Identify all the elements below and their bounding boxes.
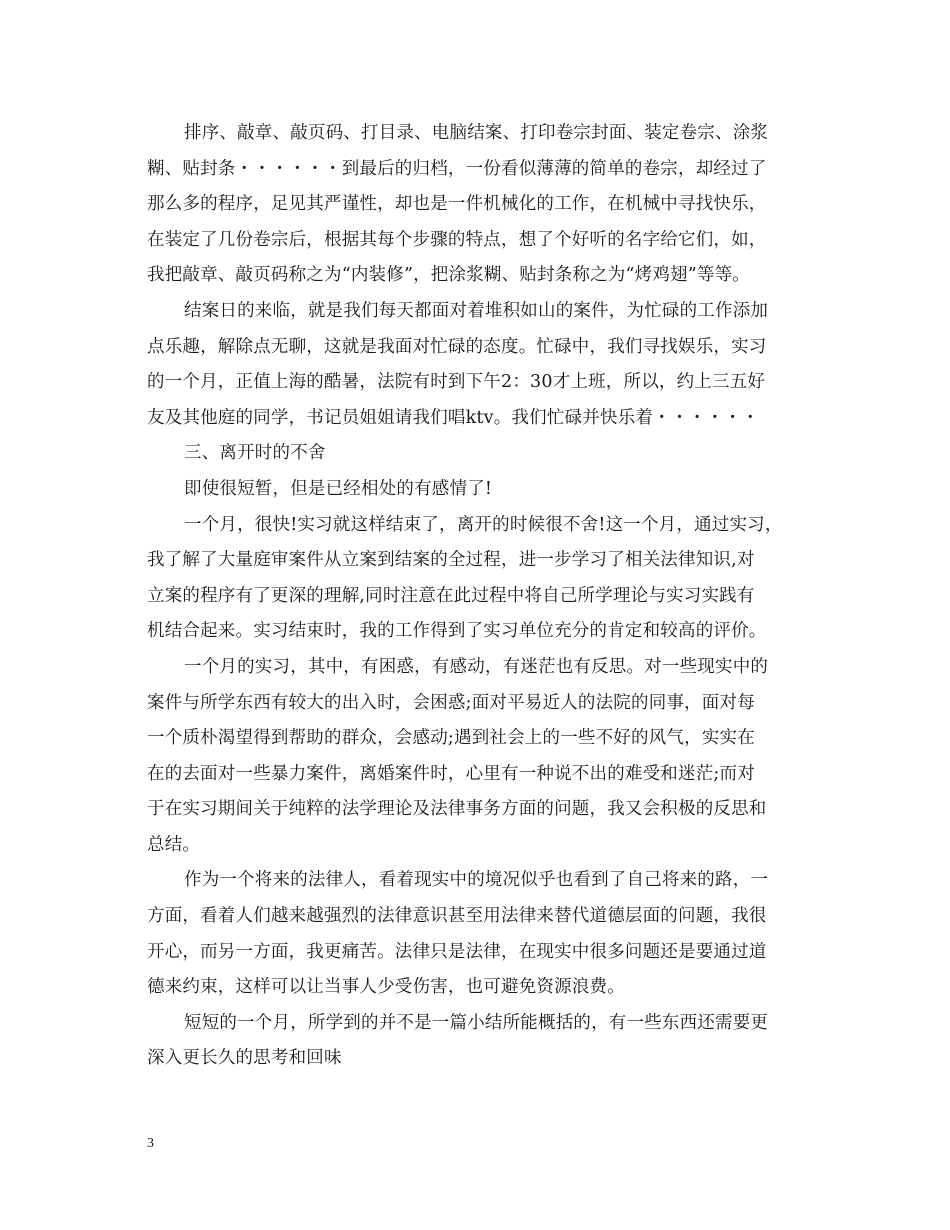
text-line: 一个月，很快!实习就这样结束了，离开的时候很不舍!这一个月，通过实习， xyxy=(184,514,783,535)
text-line: 短短的一个月，所学到的并不是一篇小结所能概括的，有一些东西还需要更 xyxy=(184,1012,769,1033)
section-heading: 三、离开时的不舍 xyxy=(184,443,326,464)
text-line: 方面，看着人们越来越强烈的法律意识甚至用法律来替代道德层面的问题，我很 xyxy=(147,906,767,927)
text-line: 在的去面对一些暴力案件，离婚案件时，心里有一种说不出的难受和迷茫;而对 xyxy=(147,763,755,784)
text-line: 开心，而另一方面，我更痛苦。法律只是法律，在现实中很多问题还是要通过道 xyxy=(147,941,767,962)
page-number: 3 xyxy=(147,1136,154,1151)
text-line: 那么多的程序，足见其严谨性，却也是一件机械化的工作，在机械中寻找快乐， xyxy=(147,194,767,215)
text-line: 一个质朴渴望得到帮助的群众，会感动;遇到社会上的一些不好的风气，实实在 xyxy=(147,728,755,749)
text-line: 的一个月，正值上海的酷暑，法院有时到下午2：30才上班，所以，约上三五好 xyxy=(147,372,766,393)
text-line: 深入更长久的思考和回味 xyxy=(147,1048,342,1069)
document-body xyxy=(147,116,807,1077)
text-line: 我了解了大量庭审案件从立案到结案的全过程，进一步学习了相关法律知识,对 xyxy=(147,550,755,571)
text-line: 立案的程序有了更深的理解,同时注意在此过程中将自己所学理论与实习实践有 xyxy=(147,585,755,606)
text-line: 在装定了几份卷宗后，根据其每个步骤的特点，想了个好听的名字给它们，如， xyxy=(147,229,767,250)
text-line: 我把敲章、敲页码称之为“内装修”，把涂浆糊、贴封条称之为“烤鸡翅”等等。 xyxy=(147,265,750,286)
text-line: 友及其他庭的同学，书记员姐姐请我们唱ktv。我们忙碌并快乐着・・・・・・ xyxy=(147,407,760,428)
text-line: 总结。 xyxy=(147,834,201,855)
text-line: 即使很短暂，但是已经相处的有感情了! xyxy=(184,478,493,499)
text-line: 于在实习期间关于纯粹的法学理论及法律事务方面的问题，我又会积极的反思和 xyxy=(147,799,767,820)
text-line: 作为一个将来的法律人，看着现实中的境况似乎也看到了自己将来的路，一 xyxy=(184,870,769,891)
text-line: 点乐趣，解除点无聊，这就是我面对忙碌的态度。忙碌中，我们寻找娱乐，实习 xyxy=(147,336,767,357)
text-line: 糊、贴封条・・・・・・到最后的归档，一份看似薄薄的简单的卷宗，却经过了 xyxy=(147,158,767,179)
text-line: 机结合起来。实习结束时，我的工作得到了实习单位充分的肯定和较高的评价。 xyxy=(147,621,767,642)
text-line: 一个月的实习，其中，有困惑，有感动，有迷茫也有反思。对一些现实中的 xyxy=(184,656,769,677)
text-line: 案件与所学东西有较大的出入时，会困惑;面对平易近人的法院的同事，面对每 xyxy=(147,692,755,713)
text-line: 结案日的来临，就是我们每天都面对着堆积如山的案件，为忙碌的工作添加 xyxy=(184,300,769,321)
text-line: 德来约束，这样可以让当事人少受伤害，也可避免资源浪费。 xyxy=(147,977,625,998)
text-line: 排序、敲章、敲页码、打目录、电脑结案、打印卷宗封面、装定卷宗、涂浆 xyxy=(184,123,769,143)
